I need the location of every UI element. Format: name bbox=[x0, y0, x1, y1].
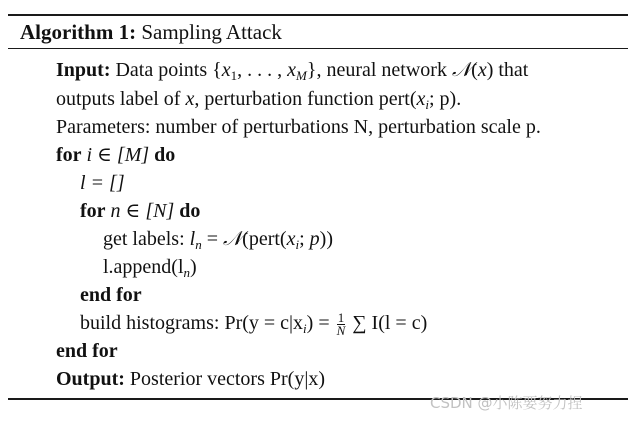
one-over-n-fraction: $\frac{1}{N}$ bbox=[336, 309, 346, 338]
input-text-2c: ; p). bbox=[429, 88, 462, 110]
do-keyword-inner: do bbox=[179, 200, 201, 222]
input-text-1c: that bbox=[493, 59, 529, 81]
end-for-inner-line bbox=[80, 281, 142, 309]
input-text-1b: }, neural network bbox=[306, 59, 452, 81]
get-labels-line: get labels: $l_n$ = $𝒩(pert(x_i$; p)) bbox=[103, 228, 333, 252]
build-histograms-mid: ) = bbox=[306, 312, 335, 334]
output-text: Posterior vectors Pr(y|x) bbox=[124, 368, 325, 390]
input-line-1: Input: Data points {$x_1$, . . . , $x_M$}, neural network 𝒩(x) that bbox=[56, 59, 529, 83]
input-text-2b: , perturbation function pert( bbox=[194, 88, 417, 110]
input-text-1a: Data points { bbox=[110, 59, 222, 81]
build-histograms-text: build histograms: Pr(y = c|x bbox=[80, 312, 304, 334]
outer-loop-range: i ∈ [M] bbox=[86, 144, 150, 166]
for-keyword-inner: for bbox=[80, 200, 106, 222]
append-line: $l.append(l_n)$ bbox=[103, 256, 197, 280]
output-keyword: Output: bbox=[56, 368, 125, 390]
build-histograms-line: build histograms: $Pr(y = c|x_i)$ = $\frac{1}{N}$ ∑ I(l = c) bbox=[80, 309, 428, 338]
input-keyword: Input: bbox=[56, 59, 111, 81]
append-text: l.append(l bbox=[103, 256, 184, 278]
end-for-inner: end for bbox=[80, 284, 142, 306]
end-for-outer-line bbox=[56, 337, 118, 365]
inner-loop-range: n ∈ [N] bbox=[110, 200, 175, 222]
init-line bbox=[80, 169, 125, 197]
build-histograms-sum: ∑ I(l = c) bbox=[347, 312, 428, 334]
algorithm-title bbox=[20, 18, 282, 46]
for-keyword-outer: for bbox=[56, 144, 82, 166]
top-rule bbox=[8, 14, 628, 16]
get-labels-text: get labels: bbox=[103, 228, 190, 250]
output-line bbox=[56, 365, 325, 393]
input-text-2a: outputs label of bbox=[56, 88, 186, 110]
watermark: CSDN @小陈要努力捏 bbox=[430, 394, 583, 412]
header-rule bbox=[8, 48, 628, 49]
inner-for-line bbox=[80, 197, 200, 225]
input-line-2: outputs label of x, perturbation function $pert(x_i$; p). bbox=[56, 88, 462, 112]
do-keyword-outer: do bbox=[154, 144, 176, 166]
outer-for-line bbox=[56, 141, 175, 169]
end-for-outer: end for bbox=[56, 340, 118, 362]
parameters-line: Parameters: number of perturbations N, perturbation scale p. bbox=[56, 116, 541, 138]
init-statement: l = [] bbox=[80, 172, 125, 194]
algorithm-name: Sampling Attack bbox=[141, 20, 282, 44]
algorithm-label: Algorithm 1: bbox=[20, 20, 137, 44]
